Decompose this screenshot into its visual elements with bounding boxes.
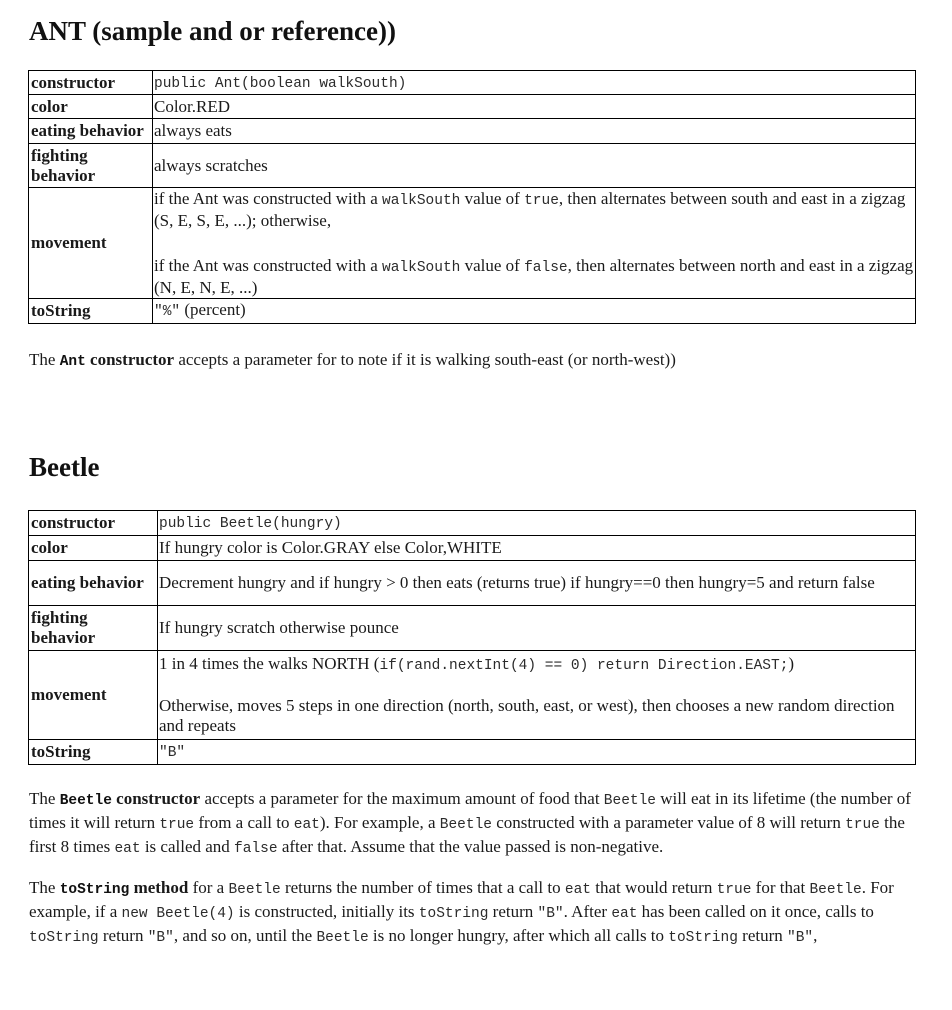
ant-constructor-label: constructor: [29, 71, 153, 95]
beetle-row-color: [29, 536, 916, 561]
note-code: "B": [537, 906, 564, 922]
beetle-constructor-label: constructor: [29, 511, 158, 536]
note-code: toString: [668, 930, 738, 946]
ant-move-code: walkSouth: [382, 192, 461, 209]
note-text: is no longer hungry, after which all calls to: [372, 926, 665, 945]
note-code: eat: [611, 906, 638, 922]
beetle-move-text: ): [788, 654, 795, 673]
note-code: eat: [564, 882, 591, 898]
note-code: eat: [293, 817, 320, 833]
note-code: toString: [29, 930, 99, 946]
beetle-color-label: color: [29, 536, 158, 561]
note-bold: constructor: [90, 350, 175, 369]
ant-movement-value: [153, 188, 916, 299]
ant-move-text: value of: [464, 188, 520, 208]
beetle-movement-value: [158, 651, 916, 740]
beetle-color-value: If hungry color is Color.GRAY else Color,WHITE: [158, 536, 916, 561]
note-code: Beetle: [59, 793, 112, 809]
beetle-row-movement: [29, 651, 916, 740]
ant-color-value: Color.RED: [153, 95, 916, 119]
note-text: from a call to: [198, 813, 290, 832]
ant-move-text: , then alternates between south and east in a zigzag (S, E, S, E, ...); otherwise,: [154, 188, 906, 230]
note-code: true: [159, 817, 195, 833]
ant-move-text: if the Ant was constructed with a: [154, 188, 378, 208]
ant-eating-label: eating behavior: [29, 119, 153, 144]
ant-heading: ANT (sample and or reference)): [29, 16, 396, 46]
beetle-constructor-value: public Beetle(hungry): [159, 516, 342, 532]
note-text: is constructed, initially its: [238, 902, 415, 921]
ant-movement-label: movement: [29, 188, 153, 299]
ant-fighting-value: always scratches: [153, 144, 916, 188]
note-code: Beetle: [316, 930, 369, 946]
note-code: false: [234, 841, 278, 857]
note-code: toString: [418, 906, 489, 922]
note-text: return: [742, 926, 783, 945]
ant-move-text: , then alternates between north and east in a zigzag (N, E, N, E, ...): [154, 255, 914, 297]
note-text: . For example, if a: [29, 878, 894, 921]
beetle-row-eating: [29, 561, 916, 606]
beetle-fighting-value: If hungry scratch otherwise pounce: [158, 606, 916, 651]
note-text: for that: [755, 878, 806, 897]
note-text: , and so on, until the: [173, 926, 313, 945]
beetle-row-tostring: [29, 740, 916, 765]
ant-tostring-value: [153, 299, 916, 324]
beetle-constructor-note: [29, 788, 919, 860]
note-text: return: [492, 902, 534, 921]
note-text: ). For example, a: [319, 813, 436, 832]
beetle-tostring-label: toString: [29, 740, 158, 765]
ant-move-text: value of: [464, 255, 520, 275]
note-code: new Beetle(4): [121, 906, 235, 922]
ant-move-text: if the Ant was constructed with a: [154, 255, 378, 275]
ant-constructor-note: [29, 349, 919, 373]
note-text: is called and: [144, 837, 230, 856]
note-text: accepts a parameter for the maximum amount of food that: [204, 789, 600, 808]
ant-constructor-value: public Ant(boolean walkSouth): [154, 75, 407, 92]
note-code: Beetle: [809, 882, 862, 898]
beetle-eating-label: eating behavior: [29, 561, 158, 606]
beetle-move-text: 1 in 4 times the walks NORTH (: [159, 654, 380, 673]
note-text: returns the number of times that a call to: [284, 878, 561, 897]
note-code: Beetle: [603, 793, 657, 809]
note-code: Ant: [59, 354, 86, 370]
note-code: Beetle: [439, 817, 492, 833]
ant-row-constructor: [29, 71, 916, 95]
note-text: The: [29, 789, 56, 808]
ant-tostring-label: toString: [29, 299, 153, 324]
ant-eating-value: always eats: [153, 119, 916, 144]
ant-tostring-code: "%": [154, 304, 181, 320]
note-code: eat: [114, 841, 141, 857]
beetle-heading: Beetle: [29, 452, 100, 482]
ant-row-movement: [29, 188, 916, 299]
note-text: that would return: [595, 878, 713, 897]
ant-row-color: [29, 95, 916, 119]
ant-move-code: false: [524, 259, 568, 276]
note-text: has been called on it once, calls to: [641, 902, 874, 921]
ant-move-code: true: [524, 192, 559, 209]
note-code: true: [716, 882, 752, 898]
ant-spec-table: [28, 70, 916, 324]
ant-move-code: walkSouth: [382, 259, 461, 276]
ant-tostring-text: (percent): [184, 300, 246, 319]
note-text: The: [29, 878, 56, 897]
note-text: after that. Assume that the value passed is non-negative.: [281, 837, 664, 856]
note-bold: constructor: [116, 789, 201, 808]
note-code: "B": [787, 930, 814, 946]
beetle-move-code: if(rand.nextInt(4) == 0) return Direction.EAST;: [379, 658, 789, 674]
note-text: for a: [192, 878, 225, 897]
note-text: . After: [563, 902, 608, 921]
beetle-fighting-label: fighting behavior: [29, 606, 158, 651]
ant-fighting-label: fighting behavior: [29, 144, 153, 188]
beetle-tostring-code: "B": [159, 745, 186, 761]
ant-row-eating: [29, 119, 916, 144]
note-code: true: [845, 817, 880, 833]
ant-row-fighting: [29, 144, 916, 188]
beetle-tostring-note: [29, 877, 919, 949]
note-text: accepts a parameter for to note if it is walking south-east (or north-west)): [178, 350, 676, 369]
beetle-eating-value: Decrement hungry and if hungry > 0 then eats (returns true) if hungry==0 then hungry=5 and return false: [158, 561, 916, 606]
note-text: return: [102, 926, 144, 945]
beetle-row-constructor: [29, 511, 916, 536]
beetle-row-fighting: [29, 606, 916, 651]
note-code: "B": [147, 930, 174, 946]
note-code: Beetle: [228, 882, 281, 898]
ant-row-tostring: [29, 299, 916, 324]
note-text: constructed with a parameter value of 8 will return: [496, 813, 841, 832]
note-text: will eat in its lifetime (the number of times it will return: [29, 789, 911, 832]
note-code: toString: [59, 882, 130, 898]
note-text: the first 8 times: [29, 813, 905, 856]
beetle-movement-label: movement: [29, 651, 158, 740]
beetle-spec-table: [28, 510, 916, 765]
note-text: ,: [813, 926, 818, 945]
ant-color-label: color: [29, 95, 153, 119]
beetle-move-text: Otherwise, moves 5 steps in one direction (north, south, east, or west), then chooses a new random direction and repeats: [159, 696, 895, 735]
note-bold: method: [133, 878, 189, 897]
note-text: The: [29, 350, 56, 369]
